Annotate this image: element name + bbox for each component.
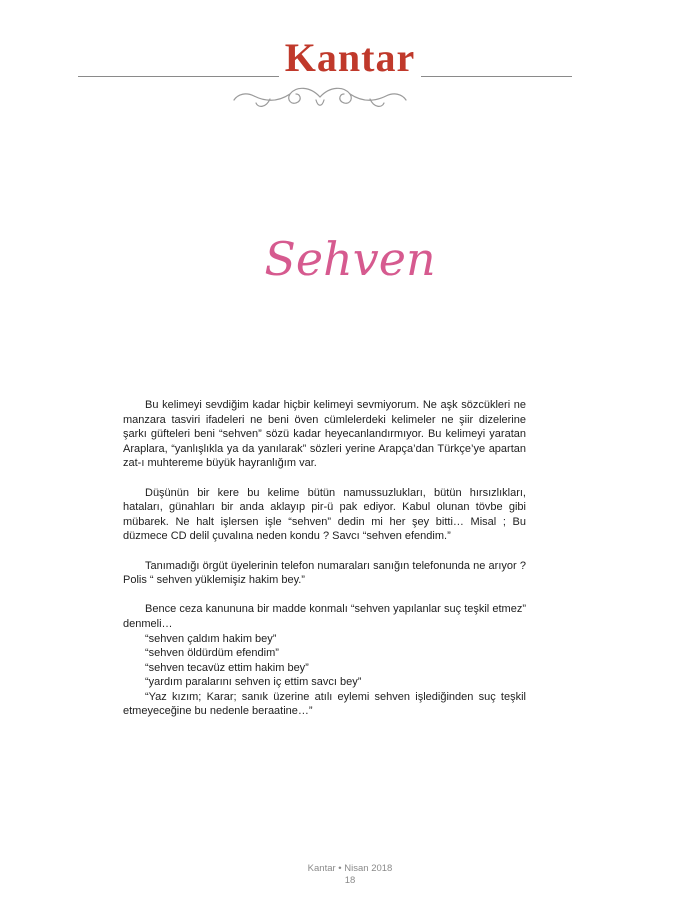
ornament-flourish-icon: [230, 82, 410, 112]
paragraph-2: Düşünün bir kere bu kelime bütün namussuzlukları, bütün hırsızlıkları, hataları, günahları bir anda aklayıp pir-ü pak ediyor. Kabul olunan tövbe gibi mübarek. Ne halt işlersen işle “sehven” dedin mi her şey bitti… Misal ; Bu düzmece CD delil çuvalına neden kondu ? Savcı “sehven efendim.”: [123, 486, 526, 543]
quote-line-1: “sehven çaldım hakim bey”: [145, 632, 277, 645]
quote-line-5: “Yaz kızım; Karar; sanık üzerine atılı eylemi sehven işlediğinden suç teşkil etmeyeceğine bu nedenle beraatine…”: [123, 690, 526, 718]
paragraph-3: Tanımadığı örgüt üyelerinin telefon numaraları sanığın telefonunda ne arıyor ? Polis “ sehven yüklemişiz hakim bey.”: [123, 559, 526, 587]
magazine-logo: Kantar: [0, 34, 700, 81]
footer-issue: Kantar • Nisan 2018: [307, 863, 393, 874]
quote-line-2: “sehven öldürdüm efendim”: [145, 647, 279, 660]
quote-line-3: “sehven tecavüz ettim hakim bey”: [145, 661, 309, 674]
quote-line-4: “yardım paralarını sehven iç ettim savcı bey”: [145, 676, 362, 689]
page-number: 18: [344, 875, 356, 886]
article-title: Sehven: [264, 232, 436, 286]
paragraph-1: Bu kelimeyi sevdiğim kadar hiçbir kelimeyi sevmiyorum. Ne aşk sözcükleri ne manzara tasviri ifadeleri ne beni öven cümlelerdeki kelimeler ne şiir dizelerine şarkı güfteleri beni “sehven” sözü kadar heyecanlandırmıyor. Bu kelimeyi yaratan Araplara, “yanlışlıkla ya da yanılarak” sözleri yerine Arapça’dan Türkçe’ye apartan zat-ı muhtereme büyük hayranlığım var.: [123, 399, 526, 470]
article-body: [123, 398, 526, 719]
paragraph-4: Bence ceza kanununa bir madde konmalı “sehven yapılanlar suç teşkil etmez” denmeli…: [123, 603, 526, 630]
page-footer: [0, 863, 700, 887]
page-header: [0, 0, 700, 120]
